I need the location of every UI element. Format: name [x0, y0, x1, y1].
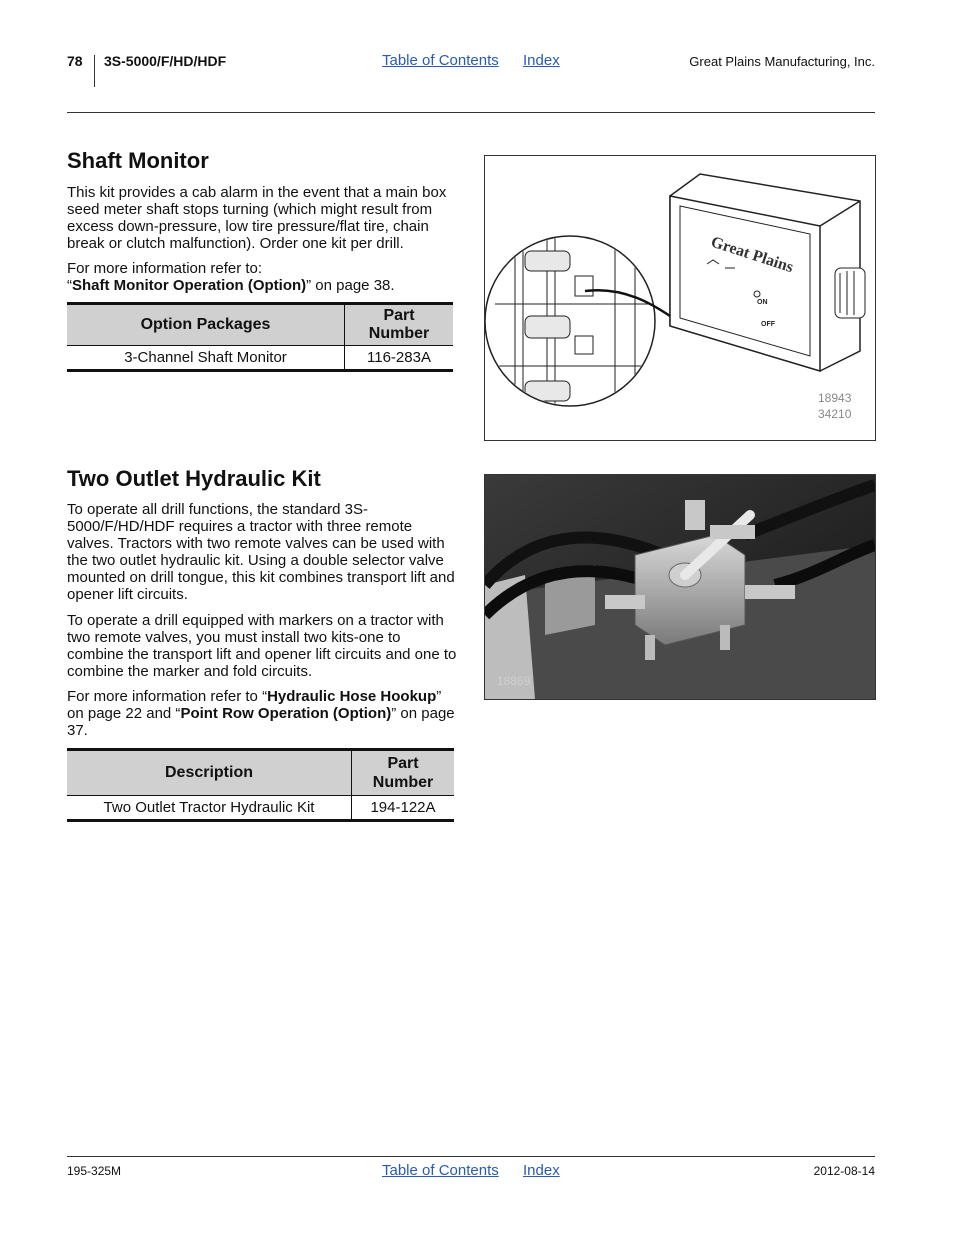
toc-link-bottom[interactable]: Table of Contents — [382, 1162, 499, 1179]
column-header-part-number: Part Number — [352, 750, 455, 796]
index-link-bottom[interactable]: Index — [523, 1162, 560, 1179]
figure-number-18869: 18869 — [497, 674, 531, 688]
page-number: 78 — [67, 53, 83, 69]
table-header-row — [67, 750, 454, 796]
ref-text-c: ” on page 22 and “ — [67, 688, 442, 722]
company-name: Great Plains Manufacturing, Inc. — [689, 54, 875, 69]
shaft-monitor-parts-table — [67, 302, 453, 372]
ref-open-quote: “ — [67, 277, 72, 294]
ref-intro: For more information refer to: — [67, 260, 263, 277]
doc-date: 2012-08-14 — [813, 1164, 875, 1178]
header-rule — [67, 112, 875, 113]
hydraulic-kit-paragraph-1: To operate all drill functions, the standard 3S-5000/F/HD/HDF requires a tractor with three remote valves. Tractors with two remote valves can be used with the two outlet hydraulic kit. Using a double selector valve mounted on drill tongue, this kit combines transport lift and opener lift circuits. — [67, 501, 455, 603]
header-divider — [94, 55, 95, 87]
table-header-row — [67, 304, 453, 346]
ref-hydraulic-hose-hookup: Hydraulic Hose Hookup — [267, 688, 437, 705]
column-header-description: Description — [67, 750, 352, 796]
figure-number-34210: 34210 — [818, 407, 852, 421]
shaft-monitor-paragraph: This kit provides a cab alarm in the event that a main box seed meter shaft stops turning (which might result from excess down-pressure, low tire pressure/flat tire, chain break or clutch malfunction). Order one kit per drill. — [67, 184, 447, 252]
cell-option-package: 3-Channel Shaft Monitor — [67, 346, 345, 371]
shaft-monitor-reference — [67, 260, 457, 294]
label-on: ON — [757, 299, 768, 306]
ref-shaft-monitor-operation: Shaft Monitor Operation (Option) — [72, 277, 307, 294]
label-off: OFF — [761, 321, 775, 328]
model-name: 3S-5000/F/HD/HDF — [104, 53, 227, 69]
ref-text-a: For more information refer to “ — [67, 688, 268, 705]
ref-tail: ” on page 38. — [306, 277, 395, 294]
hydraulic-kit-heading: Two Outlet Hydraulic Kit — [67, 466, 321, 491]
figure-number-18943: 18943 — [818, 391, 852, 405]
table-row — [67, 796, 454, 821]
hydraulic-kit-photo — [484, 474, 876, 700]
ref-point-row-operation: Point Row Operation (Option) — [180, 705, 392, 722]
shaft-monitor-figure — [484, 155, 876, 441]
table-row — [67, 346, 453, 371]
index-link-top[interactable]: Index — [523, 52, 560, 69]
ref-text-e: ” on page 37. — [67, 705, 455, 739]
hydraulic-kit-reference — [67, 688, 457, 739]
doc-number: 195-325M — [67, 1164, 122, 1178]
shaft-monitor-heading: Shaft Monitor — [67, 148, 209, 173]
shaft-monitor-illustration — [485, 156, 875, 440]
logo-text: Great Plains — [708, 233, 796, 277]
cell-part-number: 116-283A — [345, 346, 454, 371]
cell-description: Two Outlet Tractor Hydraulic Kit — [67, 796, 352, 821]
toc-link-top[interactable]: Table of Contents — [382, 52, 499, 69]
column-header-option-packages: Option Packages — [67, 304, 345, 346]
hydraulic-kit-parts-table — [67, 748, 454, 822]
cell-part-number: 194-122A — [352, 796, 455, 821]
hydraulic-kit-paragraph-2: To operate a drill equipped with markers on a tractor with two remote valves, you must install two kits-one to combine the transport lift and opener lift circuits and one to combine the marker and fold circuits. — [67, 612, 457, 680]
footer-rule — [67, 1156, 875, 1157]
hydraulic-valve-photo — [485, 475, 875, 699]
column-header-part-number: Part Number — [345, 304, 454, 346]
